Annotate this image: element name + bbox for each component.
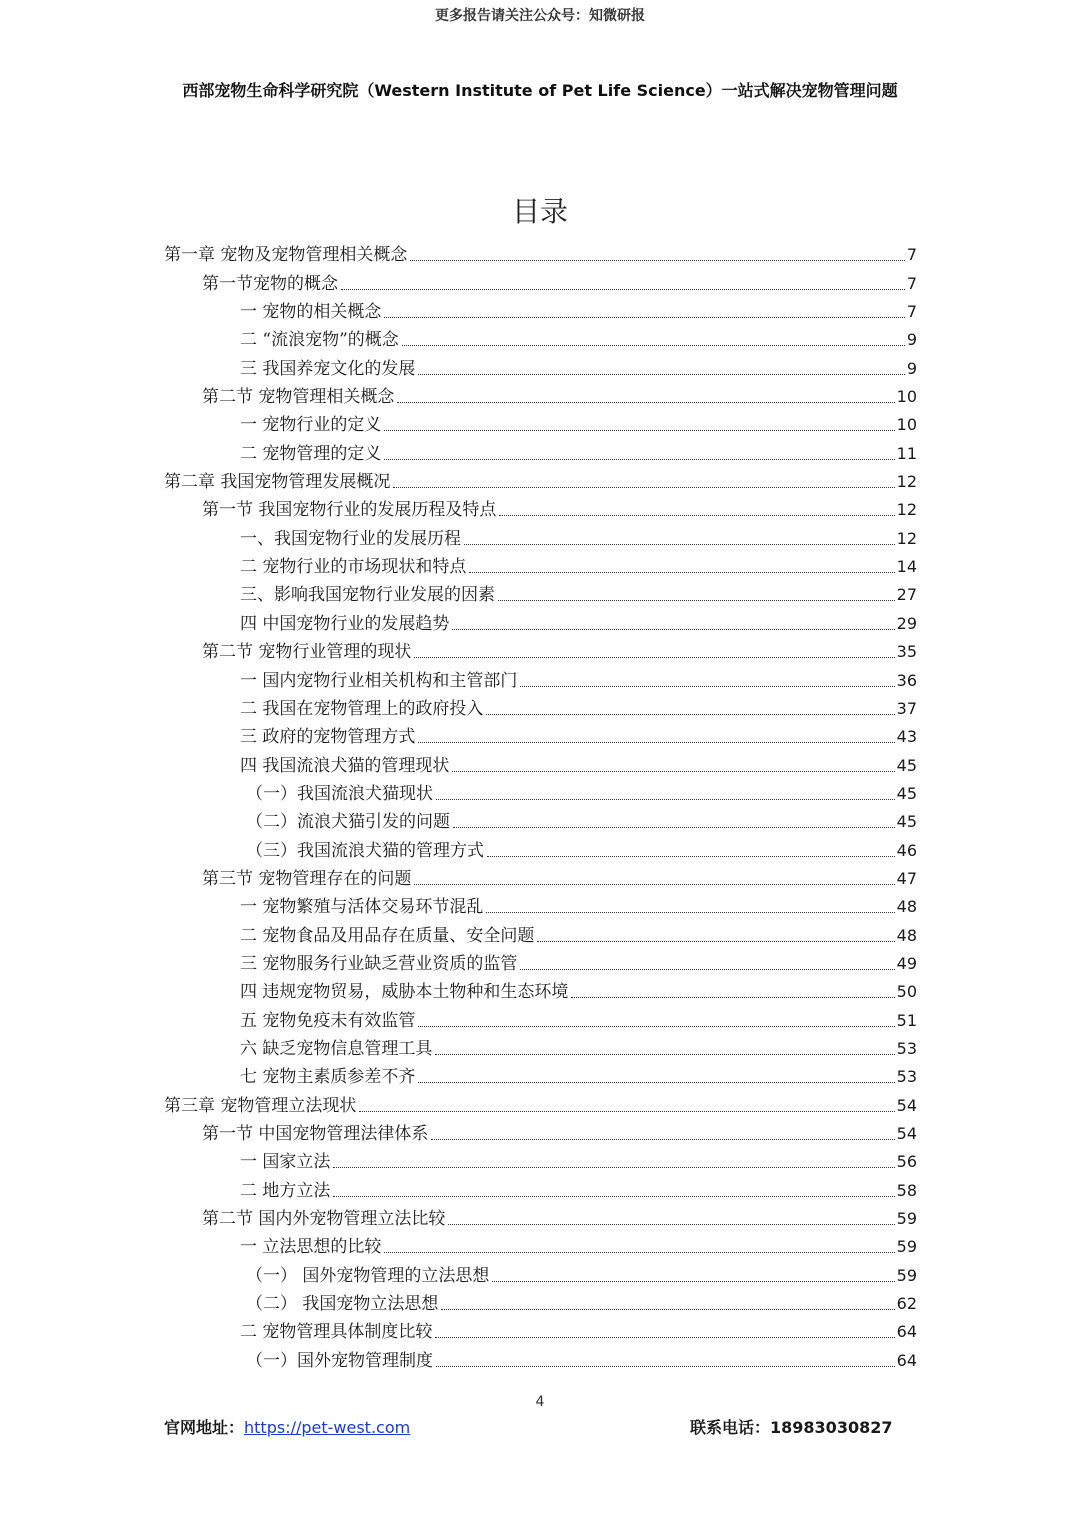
toc-entry[interactable]: [164, 1286, 917, 1314]
toc-entry-label: 五 宠物免疫未有效监管: [240, 1010, 416, 1031]
toc-leader-dots: [418, 1025, 894, 1027]
toc-entry-page: 54: [896, 1095, 917, 1115]
toc-entry-label: 一 宠物的相关概念: [240, 302, 382, 323]
toc-entry-page: 47: [896, 868, 917, 888]
toc-entry-page: 50: [896, 982, 917, 1002]
toc-leader-dots: [464, 543, 895, 545]
toc-leader-dots: [520, 968, 894, 970]
toc-entry-page: 10: [896, 387, 917, 407]
toc-leader-dots: [537, 940, 894, 942]
toc-entry-page: 59: [896, 1209, 917, 1229]
toc-leader-dots: [431, 1138, 894, 1140]
toc-leader-dots: [469, 571, 894, 573]
footer-phone: [690, 1415, 892, 1438]
toc-entry-page: 45: [896, 783, 917, 803]
toc-entry-page: 7: [906, 302, 917, 322]
document-header: 西部宠物生命科学研究院（Western Institute of Pet Life Science）一站式解决宠物管理问题: [182, 81, 898, 100]
toc-leader-dots: [384, 1251, 894, 1253]
toc-entry-page: 54: [896, 1124, 917, 1143]
toc-entry[interactable]: [164, 1002, 917, 1030]
toc-entry[interactable]: [164, 1342, 917, 1370]
toc-entry-page: 45: [896, 812, 917, 832]
toc-entry[interactable]: [164, 1201, 917, 1229]
toc-entry-label: 三 宠物服务行业缺乏营业资质的监管: [240, 953, 518, 974]
toc-leader-dots: [436, 798, 895, 800]
toc-entry[interactable]: [164, 1144, 917, 1172]
toc-entry[interactable]: [164, 520, 917, 548]
toc-entry[interactable]: [164, 435, 917, 463]
toc-entry-page: 59: [896, 1265, 917, 1285]
toc-entry-label: （二）流浪犬猫引发的问题: [246, 812, 450, 833]
toc-entry[interactable]: [164, 662, 917, 690]
toc-entry-label: 四 我国流浪犬猫的管理现状: [240, 755, 450, 776]
toc-leader-dots: [359, 1110, 894, 1112]
toc-entry[interactable]: [164, 350, 917, 378]
toc-leader-dots: [384, 316, 904, 318]
toc-entry-page: 12: [896, 528, 917, 548]
toc-entry-label: 四 违规宠物贸易，威胁本土物种和生态环境: [240, 982, 569, 1003]
toc-entry-label: 第一节宠物的概念: [202, 273, 338, 294]
toc-leader-dots: [333, 1195, 894, 1197]
toc-entry-label: 第二节 宠物管理相关概念: [202, 387, 395, 408]
toc-entry-page: 37: [896, 698, 917, 718]
toc-entry[interactable]: [164, 1172, 917, 1200]
toc-entry-page: 12: [896, 500, 917, 520]
toc-leader-dots: [436, 1365, 895, 1367]
toc-entry-label: 二 “流浪宠物”的概念: [240, 330, 399, 351]
toc-entry-label: 四 中国宠物行业的发展趋势: [240, 613, 450, 634]
toc-leader-dots: [418, 373, 904, 375]
toc-entry-label: 第二节 国内外宠物管理立法比较: [202, 1209, 446, 1230]
toc-leader-dots: [571, 996, 894, 998]
toc-entry[interactable]: [164, 549, 917, 577]
toc-leader-dots: [341, 288, 905, 290]
toc-entry[interactable]: [164, 577, 917, 605]
toc-entry[interactable]: [164, 1314, 917, 1342]
toc-entry[interactable]: [164, 265, 917, 293]
toc-entry-label: 一、我国宠物行业的发展历程: [240, 528, 461, 549]
toc-entry[interactable]: [164, 1257, 917, 1285]
toc-leader-dots: [414, 656, 894, 658]
toc-entry-label: （二） 我国宠物立法思想: [246, 1294, 439, 1315]
toc-entry-label: 一 宠物行业的定义: [240, 415, 382, 436]
toc-entry-label: 二 宠物食品及用品存在质量、安全问题: [240, 925, 535, 946]
toc-entry-page: 43: [896, 727, 917, 747]
table-of-contents: [164, 237, 917, 1371]
toc-entry-label: 二 宠物管理具体制度比较: [240, 1322, 433, 1343]
toc-leader-dots: [435, 1336, 894, 1338]
toc-leader-dots: [418, 741, 894, 743]
toc-leader-dots: [384, 458, 894, 460]
toc-entry[interactable]: [164, 294, 917, 322]
toc-entry[interactable]: [164, 974, 917, 1002]
toc-entry-page: 36: [896, 670, 917, 690]
toc-entry-page: 45: [896, 755, 917, 775]
toc-entry-page: 12: [896, 472, 917, 492]
toc-entry-label: 六 缺乏宠物信息管理工具: [240, 1038, 433, 1059]
toc-entry[interactable]: [164, 917, 917, 945]
toc-entry[interactable]: [164, 464, 917, 492]
toc-leader-dots: [486, 713, 894, 715]
toc-entry-page: 29: [896, 613, 917, 633]
toc-entry-page: 48: [896, 925, 917, 945]
toc-entry[interactable]: [164, 691, 917, 719]
toc-entry-label: 一 国家立法: [240, 1152, 331, 1173]
toc-entry-label: 三 我国养宠文化的发展: [240, 358, 416, 379]
toc-title: 目录: [511, 195, 568, 228]
toc-entry-label: （一） 国外宠物管理的立法思想: [246, 1265, 490, 1286]
toc-leader-dots: [384, 429, 894, 431]
toc-leader-dots: [498, 599, 895, 601]
toc-leader-dots: [492, 1280, 894, 1282]
toc-entry-page: 56: [896, 1152, 917, 1172]
toc-entry-page: 46: [896, 840, 917, 860]
toc-entry-label: （三）我国流浪犬猫的管理方式: [246, 840, 484, 861]
toc-entry[interactable]: [164, 634, 917, 662]
website-link[interactable]: https://pet-west.com: [244, 1418, 411, 1437]
toc-entry-page: 64: [896, 1350, 917, 1370]
toc-entry-page: 10: [896, 415, 917, 435]
toc-entry[interactable]: [164, 605, 917, 633]
toc-entry-page: 35: [896, 642, 917, 662]
toc-leader-dots: [453, 826, 895, 828]
toc-entry-label: 一 宠物繁殖与活体交易环节混乱: [240, 897, 484, 918]
toc-entry[interactable]: [164, 322, 917, 350]
toc-entry-page: 59: [896, 1237, 917, 1257]
toc-leader-dots: [393, 486, 894, 488]
toc-entry-page: 48: [896, 897, 917, 917]
toc-leader-dots: [441, 1308, 894, 1310]
toc-entry-label: 二 我国在宠物管理上的政府投入: [240, 698, 484, 719]
toc-leader-dots: [487, 855, 895, 857]
toc-leader-dots: [333, 1166, 894, 1168]
toc-leader-dots: [499, 514, 894, 516]
toc-entry[interactable]: [164, 492, 917, 520]
toc-entry-label: 第一节 中国宠物管理法律体系: [202, 1124, 429, 1144]
toc-entry-label: 第三节 宠物管理存在的问题: [202, 868, 412, 889]
website-label: 官网地址：: [164, 1418, 245, 1437]
toc-entry-label: 第一节 我国宠物行业的发展历程及特点: [202, 500, 497, 521]
toc-leader-dots: [414, 883, 894, 885]
toc-entry-label: 七 宠物主素质参差不齐: [240, 1067, 416, 1088]
page-number: 4: [535, 1394, 545, 1410]
toc-entry[interactable]: [164, 1031, 917, 1059]
toc-entry-label: 二 宠物管理的定义: [240, 443, 382, 464]
toc-entry-label: 第一章 宠物及宠物管理相关概念: [164, 245, 408, 266]
toc-entry[interactable]: [164, 804, 917, 832]
phone-number: 18983030827: [770, 1418, 893, 1437]
toc-entry[interactable]: [164, 1087, 917, 1115]
toc-entry-page: 11: [896, 443, 917, 463]
toc-entry[interactable]: [164, 719, 917, 747]
toc-entry-label: 一 国内宠物行业相关机构和主管部门: [240, 670, 518, 691]
toc-entry[interactable]: [164, 379, 917, 407]
toc-entry[interactable]: [164, 889, 917, 917]
toc-entry-label: 一 立法思想的比较: [240, 1237, 382, 1258]
toc-entry-label: 第二章 我国宠物管理发展概况: [164, 472, 391, 493]
toc-entry[interactable]: [164, 946, 917, 974]
toc-leader-dots: [402, 344, 905, 346]
toc-entry-page: 58: [896, 1180, 917, 1200]
toc-entry-label: 第三章 宠物管理立法现状: [164, 1095, 357, 1116]
toc-leader-dots: [448, 1223, 894, 1225]
toc-entry-page: 27: [896, 585, 917, 605]
toc-entry-label: （一）国外宠物管理制度: [246, 1350, 433, 1371]
toc-entry[interactable]: [164, 861, 917, 889]
toc-leader-dots: [410, 259, 904, 261]
toc-entry-label: 二 宠物行业的市场现状和特点: [240, 557, 467, 578]
toc-entry-label: （一）我国流浪犬猫现状: [246, 783, 433, 804]
toc-leader-dots: [435, 1053, 894, 1055]
toc-entry[interactable]: [164, 237, 917, 265]
toc-leader-dots: [486, 911, 894, 913]
toc-entry[interactable]: [164, 1229, 917, 1257]
toc-entry-page: 64: [896, 1322, 917, 1342]
toc-entry[interactable]: [164, 776, 917, 804]
toc-entry-label: 三、影响我国宠物行业发展的因素: [240, 585, 495, 606]
toc-leader-dots: [452, 770, 894, 772]
toc-leader-dots: [520, 685, 894, 687]
toc-entry-label: 三 政府的宠物管理方式: [240, 727, 416, 748]
toc-leader-dots: [418, 1081, 894, 1083]
toc-entry-page: 53: [896, 1038, 917, 1058]
toc-entry-page: 9: [906, 358, 917, 378]
footer-website: [164, 1415, 410, 1438]
toc-entry-page: 62: [896, 1294, 917, 1314]
toc-entry-page: 14: [896, 557, 917, 577]
toc-entry-page: 7: [906, 273, 917, 293]
toc-entry[interactable]: [164, 407, 917, 435]
toc-leader-dots: [397, 401, 894, 403]
toc-entry[interactable]: [164, 832, 917, 860]
toc-entry-label: 第二节 宠物行业管理的现状: [202, 642, 412, 663]
toc-entry-page: 7: [906, 245, 917, 265]
toc-entry[interactable]: [164, 1059, 917, 1087]
toc-entry-page: 49: [896, 953, 917, 973]
toc-entry-page: 53: [896, 1067, 917, 1087]
toc-entry-page: 9: [906, 330, 917, 350]
toc-entry-label: 二 地方立法: [240, 1180, 331, 1201]
toc-entry[interactable]: [164, 747, 917, 775]
toc-entry[interactable]: [164, 1116, 917, 1144]
toc-leader-dots: [452, 628, 894, 630]
phone-label: 联系电话：: [690, 1418, 771, 1437]
top-note: 更多报告请关注公众号：知微研报: [435, 8, 645, 24]
toc-entry-page: 51: [896, 1010, 917, 1030]
